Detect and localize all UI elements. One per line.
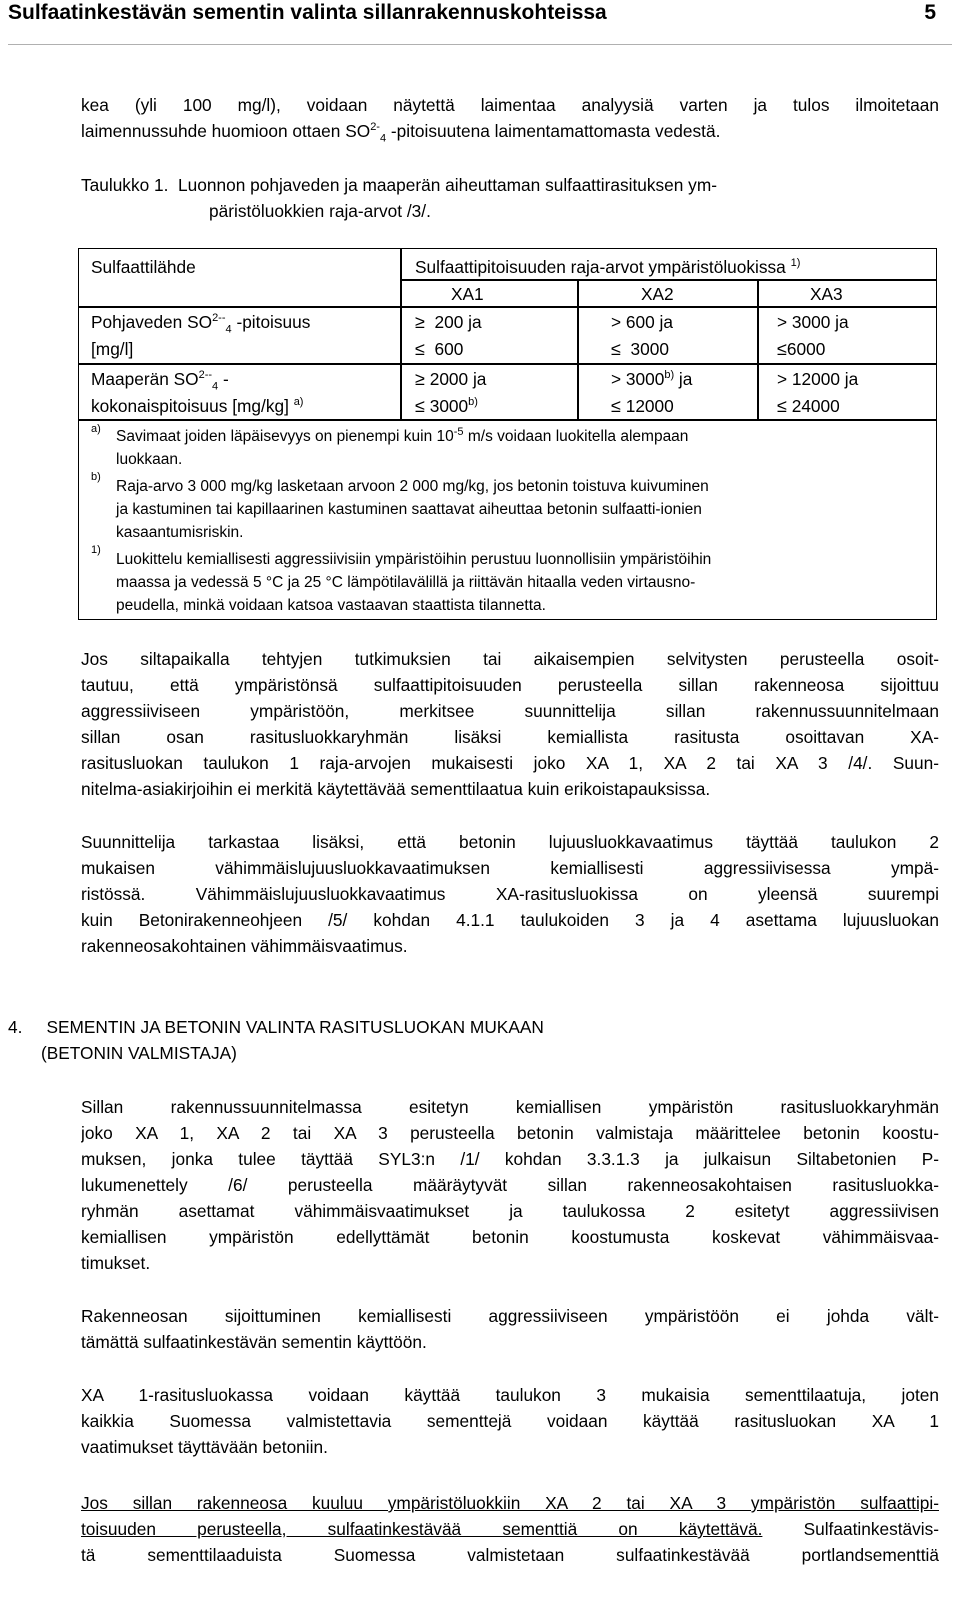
subscript: 4	[225, 323, 232, 336]
cell-xa3-line1: > 3000 ja	[777, 312, 849, 332]
table-rule	[400, 279, 936, 281]
cell-xa2-line1: > 600 ja	[611, 312, 673, 332]
cell-xa3-line2	[777, 339, 825, 359]
label-text: -	[218, 369, 229, 389]
table-caption	[81, 172, 939, 224]
table-rule	[400, 249, 402, 420]
column-group-header	[415, 257, 800, 277]
footnote-a	[116, 425, 926, 471]
sulfate-limits-table	[78, 248, 937, 620]
column-header-source: Sulfaattilähde	[91, 257, 196, 277]
footnote-line: maassa ja vedessä 5 °C ja 25 °C lämpötilavälillä ja riittävän hitaalla veden virtausno-	[116, 574, 696, 591]
caption-text: Luonnon pohjaveden ja maaperän aiheuttaman sulfaattirasituksen ym-	[178, 175, 717, 195]
text-line: tä sementtilaaduista Suomessa valmistetaan sulfaatinkestävää portlandsementtiä	[81, 1545, 939, 1565]
footnote-line: luokkaan.	[116, 451, 183, 468]
text-line: nitelma-asiakirjoihin ei merkitä käytettävää sementtilaatua kuin erikoistapauksissa.	[81, 779, 711, 799]
text-line: aggressiiviseen ympäristöön, merkitsee suunnittelija sillan rakennussuunnitelmaan	[81, 701, 939, 721]
text-line: kemiallisen ympäristön edellyttämät betonin koostumusta koskevat vähimmäisvaa-	[81, 1227, 939, 1247]
cell-text: 6000	[786, 339, 826, 359]
superscript: 2--	[198, 369, 213, 382]
footnote-b	[116, 475, 926, 544]
cell-xa1-line2	[415, 339, 463, 359]
table-rule	[79, 419, 936, 421]
text-line: joko XA 1, XA 2 tai XA 3 perusteella betonin valmistaja määrittelee betonin koostu-	[81, 1123, 939, 1143]
superscript: 2--	[212, 312, 226, 325]
section-title: SEMENTIN JA BETONIN VALINTA RASITUSLUOKAN MUKAAN	[46, 1017, 544, 1037]
label-text: Maaperän SO	[91, 369, 199, 389]
class-header-xa3: XA3	[810, 284, 843, 304]
subscript: 4	[379, 132, 387, 145]
header-divider	[8, 44, 952, 45]
text-line	[81, 1516, 939, 1542]
label-text: -pitoisuus	[231, 312, 311, 332]
text-line: Suunnittelija tarkastaa lisäksi, että betonin lujuusluokkavaatimus täyttää taulukon 2	[81, 832, 939, 852]
ge-symbol: ≥	[415, 369, 425, 389]
cell-xa1-line1	[415, 312, 482, 332]
paragraph-placement	[81, 1303, 939, 1355]
cell-text: 600	[434, 339, 464, 359]
superscript: -5	[453, 425, 464, 438]
caption-label: Taulukko 1.	[81, 175, 169, 195]
label-text: Pohjaveden SO	[91, 312, 213, 332]
le-symbol: ≤	[777, 396, 787, 416]
table-rule	[577, 279, 579, 420]
text-span: Sulfaatinkestävis-	[762, 1519, 939, 1539]
cell-xa3-line2	[777, 396, 840, 416]
label-text: kokonaispitoisuus [mg/kg]	[91, 396, 289, 416]
footnote-mark: a)	[293, 396, 304, 409]
text-line: timukset.	[81, 1253, 151, 1273]
text-line: rasitusluokan taulukon 1 raja-arvojen mukaisesti joko XA 1, XA 2 tai XA 3 /4/. Suun-	[81, 753, 939, 773]
header-title: Sulfaatinkestävän sementin valinta sillanrakennuskohteissa	[8, 1, 607, 24]
section-heading	[8, 1014, 908, 1066]
ge-symbol: ≥	[415, 312, 425, 332]
text-span: -pitoisuutena laimentamattomasta vedestä.	[386, 121, 721, 141]
cell-text: > 3000	[611, 369, 665, 389]
text-span: laimennussuhde huomioon ottaen SO	[81, 121, 371, 141]
footnote-mark: b)	[468, 396, 478, 409]
footnote-line: Raja-arvo 3 000 mg/kg lasketaan arvoon 2 000 mg/kg, jos betonin toistuva kuivuminen	[116, 478, 709, 495]
text-line: ristössä. Vähimmäislujuusluokkavaatimus XA-rasitusluokissa on yleensä suurempi	[81, 884, 939, 904]
cell-xa1-line2	[415, 396, 478, 416]
text-line	[81, 118, 939, 144]
cell-xa2-line2	[611, 396, 674, 416]
footnote-line: Luokittelu kemiallisesti aggressiivisiin ympäristöihin perustuu luonnollisiin ympäristöihin	[116, 551, 712, 568]
le-symbol: ≤	[415, 396, 425, 416]
section-number: 4.	[8, 1017, 23, 1037]
class-header-xa1: XA1	[451, 284, 484, 304]
cell-xa2-line1	[611, 369, 692, 389]
heading-line	[8, 1014, 908, 1040]
cell-text: ja	[674, 369, 693, 389]
cell-text: 3000	[630, 339, 669, 359]
text-line: lukumenettely /6/ perusteella määräytyvät sillan rakenneosakohtaisen rasitusluokka-	[81, 1175, 939, 1195]
text-line: Rakenneosan sijoittuminen kemiallisesti aggressiiviseen ympäristöön ei johda vält-	[81, 1306, 939, 1326]
text-line-underlined: Jos sillan rakenneosa kuuluu ympäristöluokkiin XA 2 tai XA 3 ympäristön sulfaattipi-	[81, 1493, 939, 1513]
paragraph-strength-check	[81, 829, 939, 959]
footnote-line: peudella, minkä voidaan katsoa vastaavan staattista tilannetta.	[116, 597, 546, 614]
text-line: kea (yli 100 mg/l), voidaan näytettä laimentaa analyysiä varten ja tulos ilmoitetaan	[81, 95, 939, 115]
table-rule	[79, 363, 936, 365]
le-symbol: ≤	[415, 339, 425, 359]
cell-text: 24000	[791, 396, 840, 416]
le-symbol: ≤	[611, 396, 621, 416]
footnote-mark-1: 1)	[91, 544, 101, 556]
intro-paragraph-cont	[81, 118, 939, 144]
paragraph-design-note	[81, 646, 939, 802]
text-line: sillan osan rasitusluokkaryhmän lisäksi kemiallista rasitusta osoittavan XA-	[81, 727, 939, 747]
le-symbol: ≤	[611, 339, 621, 359]
class-header-xa2: XA2	[641, 284, 674, 304]
intro-paragraph	[81, 92, 939, 118]
paragraph-concrete-mix	[81, 1094, 939, 1276]
underlined-text: toisuuden perusteella, sulfaatinkestävää sementtiä on käytettävä.	[81, 1519, 763, 1539]
caption-line: päristöluokkien raja-arvot /3/.	[209, 201, 431, 221]
cell-xa1-line1	[415, 369, 486, 389]
text-line: kaikkia Suomessa valmistettavia sementtejä voidaan käyttää rasitusluokan XA 1	[81, 1411, 939, 1431]
row-label-unit	[91, 396, 303, 416]
text-line: Jos siltapaikalla tehtyjen tutkimuksien tai aikaisempien selvitysten perusteella osoit-	[81, 649, 939, 669]
table-rule	[79, 306, 936, 308]
paragraph-xa2-xa3	[81, 1490, 939, 1568]
heading-line: (BETONIN VALMISTAJA)	[41, 1043, 237, 1063]
footnote-line: kasaantumisriskin.	[116, 524, 244, 541]
header-text: Sulfaattipitoisuuden raja-arvot ympäristöluokissa	[415, 257, 786, 277]
footnote-mark: b)	[664, 369, 675, 382]
footnote-text: Savimaat joiden läpäisevyys on pienempi kuin 10	[116, 428, 454, 445]
le-symbol: ≤	[777, 339, 787, 359]
text-line: mukaisen vähimmäislujuusluokkavaatimuksen kemiallisesti aggressiivisessa ympä-	[81, 858, 939, 878]
cell-text: 3000	[429, 396, 469, 416]
page-number: 5	[924, 1, 936, 24]
paragraph-xa1	[81, 1382, 939, 1460]
cell-xa3-line1: > 12000 ja	[777, 369, 859, 389]
footnote-line: ja kastuminen tai kapillaarinen kastuminen saattavat aiheuttaa betonin sulfaatti-ionien	[116, 501, 702, 518]
row-label-unit: [mg/l]	[91, 339, 134, 359]
footnote-mark-b: b)	[91, 471, 101, 483]
footnote-mark: 1)	[790, 257, 801, 270]
caption-line	[81, 172, 939, 198]
footnote-1	[116, 548, 926, 617]
row-label-groundwater	[91, 312, 311, 336]
cell-xa2-line2	[611, 339, 669, 359]
text-line: muksen, jonka tulee täyttää SYL3:n /1/ kohdan 3.3.1.3 ja julkaisun Siltabetonien P-	[81, 1149, 939, 1169]
text-line: rakenneosakohtainen vähimmäisvaatimus.	[81, 936, 408, 956]
footnote-text: m/s voidaan luokitella alempaan	[463, 428, 689, 445]
text-line: kuin Betonirakenneohjeen /5/ kohdan 4.1.1 taulukoiden 3 ja 4 asettama lujuusluokan	[81, 910, 939, 930]
superscript: 2-	[370, 121, 380, 134]
table-rule	[757, 279, 759, 420]
text-line: vaatimukset täyttävään betoniin.	[81, 1437, 328, 1457]
footnote-line	[116, 425, 926, 448]
text-line: tämättä sulfaatinkestävän sementin käyttöön.	[81, 1332, 427, 1352]
row-label-soil	[91, 369, 229, 393]
text-line: tautuu, että ympäristönsä sulfaattipitoisuuden perusteella sillan rakenneosa sijoittuu	[81, 675, 939, 695]
text-line: Sillan rakennussuunnitelmassa esitetyn kemiallisen ympäristön rasitusluokkaryhmän	[81, 1097, 939, 1117]
footnote-mark-a: a)	[91, 423, 101, 435]
cell-text: 12000	[625, 396, 674, 416]
page-header	[8, 0, 952, 26]
subscript: 4	[212, 380, 219, 393]
text-line: XA 1-rasitusluokassa voidaan käyttää taulukon 3 mukaisia sementtilaatuja, joten	[81, 1385, 939, 1405]
cell-text: 200 ja	[434, 312, 482, 332]
cell-text: 2000 ja	[429, 369, 487, 389]
text-line: ryhmän asettamat vähimmäisvaatimukset ja taulukossa 2 esitetyt aggressiivisen	[81, 1201, 939, 1221]
